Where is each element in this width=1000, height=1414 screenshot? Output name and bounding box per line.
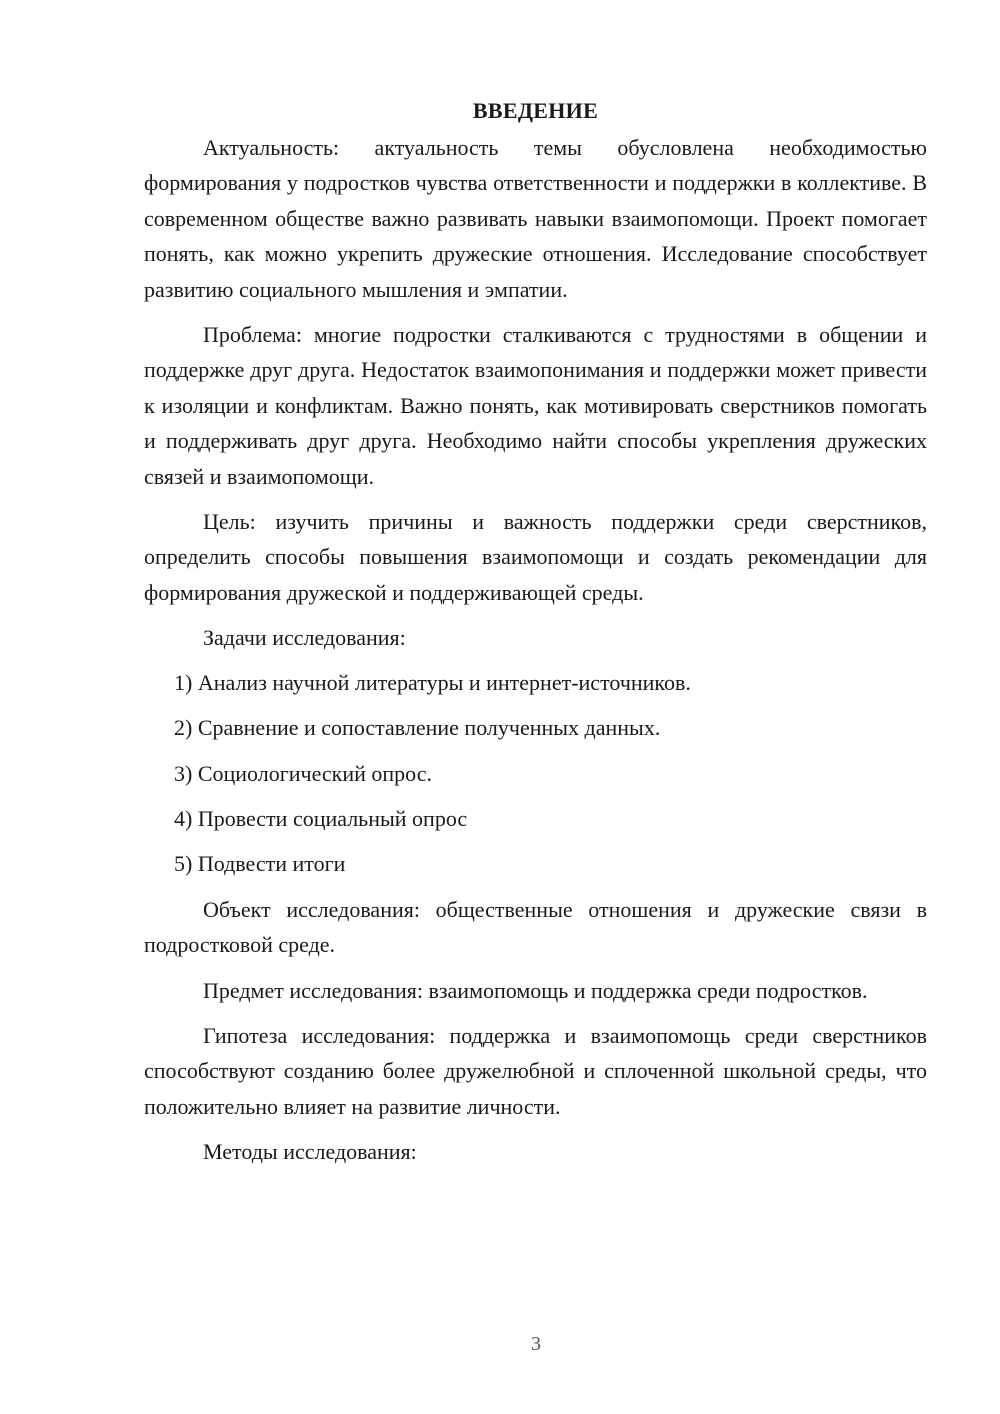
list-item: 4) Провести социальный опрос (174, 805, 468, 831)
list-item: 5) Подвести итоги (174, 851, 346, 877)
list-item: 3) Социологический опрос. (174, 760, 432, 786)
page-number: 3 (531, 1333, 541, 1355)
paragraph-methods: Методы исследования: (203, 1139, 417, 1165)
document-page (144, 96, 927, 1180)
paragraph-problem: Проблема: многие подростки сталкиваются с трудностями в общении и поддержке друг друга. Недостаток взаимопонимания и поддержки может привести к изоляции и конфликтам. Важно понять, как мотивировать сверстников помогать и поддерживать друг друга. Необходимо найти способы укрепления дружеских связей и взаимопомощи. (144, 322, 927, 489)
list-item: 1) Анализ научной литературы и интернет-источников. (174, 669, 691, 695)
list-item: 2) Сравнение и сопоставление полученных данных. (174, 715, 661, 741)
tasks-heading: Задачи исследования: (203, 625, 406, 651)
paragraph-relevance: Актуальность: актуальность темы обусловлена необходимостью формирования у подростков чувства ответственности и поддержки в коллективе. В современном обществе важно развивать навыки взаимопомощи. Проект помогает понять, как можно укрепить дружеские отношения. Исследование способствует развитию социального мышления и эмпатии. (144, 135, 927, 302)
page-title: ВВЕДЕНИЕ (472, 98, 599, 123)
paragraph-subject: Предмет исследования: взаимопомощь и поддержка среди подростков. (203, 977, 868, 1003)
paragraph-object: Объект исследования: общественные отношения и дружеские связи в подростковой среде. (144, 896, 927, 958)
paragraph-goal: Цель: изучить причины и важность поддержки среди сверстников, определить способы повышения взаимопомощи и создать рекомендации для формирования дружеской и поддерживающей среды. (144, 509, 927, 605)
paragraph-hypothesis: Гипотеза исследования: поддержка и взаимопомощь среди сверстников способствуют созданию более дружелюбной и сплоченной школьной среды, что положительно влияет на развитие личности. (144, 1022, 927, 1119)
